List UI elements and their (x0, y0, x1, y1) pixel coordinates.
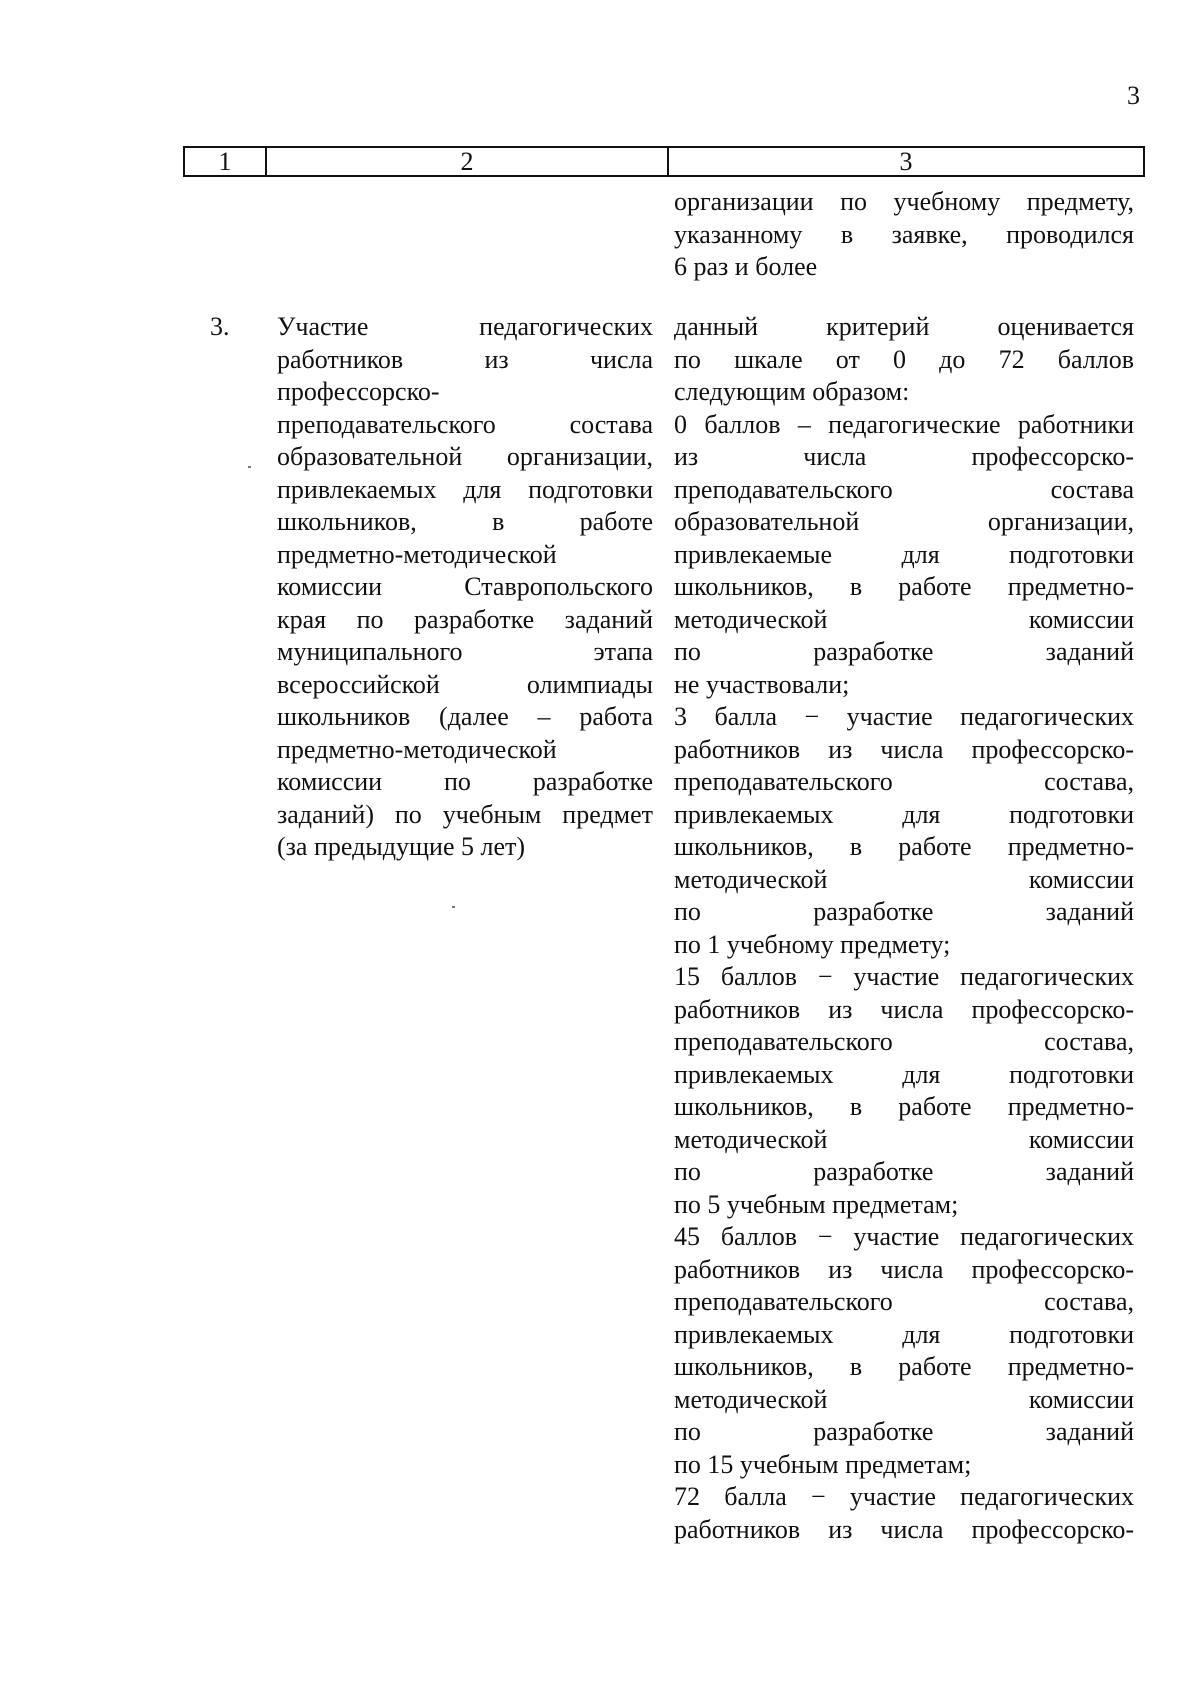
header-cell-1: 1 (218, 147, 232, 176)
criterion-line: комиссии Ставропольского (277, 572, 653, 601)
scoring-line: преподавательского состава (674, 474, 1134, 504)
scoring-line: школьников, в работе предметно- (674, 832, 1134, 861)
scoring-line: по разработке заданий (674, 637, 1134, 666)
scoring-line: преподавательского состава, (674, 1027, 1134, 1056)
scoring-line: по разработке заданий (674, 1417, 1134, 1446)
scoring-line: методической комиссии (674, 1124, 1134, 1154)
scoring-line: не участвовали; (674, 669, 850, 699)
criterion-line: Участие педагогических (277, 312, 653, 341)
scoring-line: по 15 учебным предметам; (674, 1449, 972, 1479)
scoring-line: привлекаемых для подготовки (674, 799, 1134, 829)
scoring-line: 0 баллов – педагогические работники (674, 409, 1134, 439)
criterion-line: школьников, в работе (277, 507, 653, 536)
scoring-line: работников из числа профессорско- (674, 994, 1134, 1024)
scoring-line: методической комиссии (674, 1384, 1134, 1414)
criterion-line: школьников (далее – работа (277, 702, 653, 731)
criterion-line: предметно-методической (277, 734, 557, 764)
scoring-line: преподавательского состава, (674, 1287, 1134, 1316)
row-number: 3. (210, 312, 230, 341)
criterion-line: образовательной организации, (277, 442, 653, 471)
scoring-line: по 1 учебному предмету; (674, 929, 951, 959)
criterion-line: заданий) по учебным предмет (277, 799, 653, 829)
scoring-line: 45 баллов − участие педагогических (674, 1222, 1134, 1251)
scan-speck (452, 906, 455, 908)
scoring-line: 72 балла − участие педагогических (674, 1482, 1134, 1511)
criterion-cell (277, 311, 653, 864)
criterion-line: края по разработке заданий (277, 604, 653, 634)
criterion-line: муниципального этапа (277, 637, 653, 666)
scoring-line: работников из числа профессорско- (674, 1254, 1134, 1284)
scan-speck (248, 466, 251, 468)
scoring-line: по разработке заданий (674, 897, 1134, 926)
continuation-line: организации по учебному предмету, (674, 187, 1134, 216)
criterion-line: работников из числа (277, 344, 653, 374)
scoring-line: 15 баллов − участие педагогических (674, 962, 1134, 991)
scoring-line: из числа профессорско- (674, 442, 1134, 471)
table-header-row (183, 146, 1145, 177)
scoring-line: школьников, в работе предметно- (674, 1092, 1134, 1121)
scoring-cell (674, 311, 1134, 1546)
criterion-line: всероссийской олимпиады (277, 669, 653, 699)
criterion-line: (за предыдущие 5 лет) (277, 832, 526, 861)
scoring-line: школьников, в работе предметно- (674, 1352, 1134, 1381)
scoring-line: по шкале от 0 до 72 баллов (674, 344, 1134, 374)
criterion-line: предметно-методической (277, 539, 557, 569)
criterion-line: привлекаемых для подготовки (277, 474, 653, 504)
criterion-line: профессорско- (277, 377, 440, 406)
scoring-line: привлекаемые для подготовки (674, 539, 1134, 569)
scoring-line: работников из числа профессорско- (674, 734, 1134, 764)
scoring-line: 3 балла − участие педагогических (674, 702, 1134, 731)
scoring-line: методической комиссии (674, 864, 1134, 894)
previous-row-continuation (674, 186, 1134, 284)
criterion-line: комиссии по разработке (277, 767, 653, 796)
scoring-line: образовательной организации, (674, 507, 1134, 536)
scoring-line: работников из числа профессорско- (674, 1514, 1134, 1544)
scoring-line: методической комиссии (674, 604, 1134, 634)
scoring-line: данный критерий оценивается (674, 312, 1134, 341)
header-cell-3: 3 (899, 147, 913, 176)
header-cell-2: 2 (460, 147, 474, 176)
scoring-line: по разработке заданий (674, 1157, 1134, 1186)
scoring-line: привлекаемых для подготовки (674, 1059, 1134, 1089)
scoring-line: по 5 учебным предметам; (674, 1189, 959, 1219)
scoring-line: привлекаемых для подготовки (674, 1319, 1134, 1349)
criterion-line: преподавательского состава (277, 409, 653, 439)
scoring-line: школьников, в работе предметно- (674, 572, 1134, 601)
continuation-line: 6 раз и более (674, 252, 818, 281)
page-number: 3 (1127, 81, 1140, 110)
scoring-line: следующим образом: (674, 377, 910, 406)
continuation-line: указанному в заявке, проводился (674, 219, 1134, 249)
scoring-line: преподавательского состава, (674, 767, 1134, 796)
